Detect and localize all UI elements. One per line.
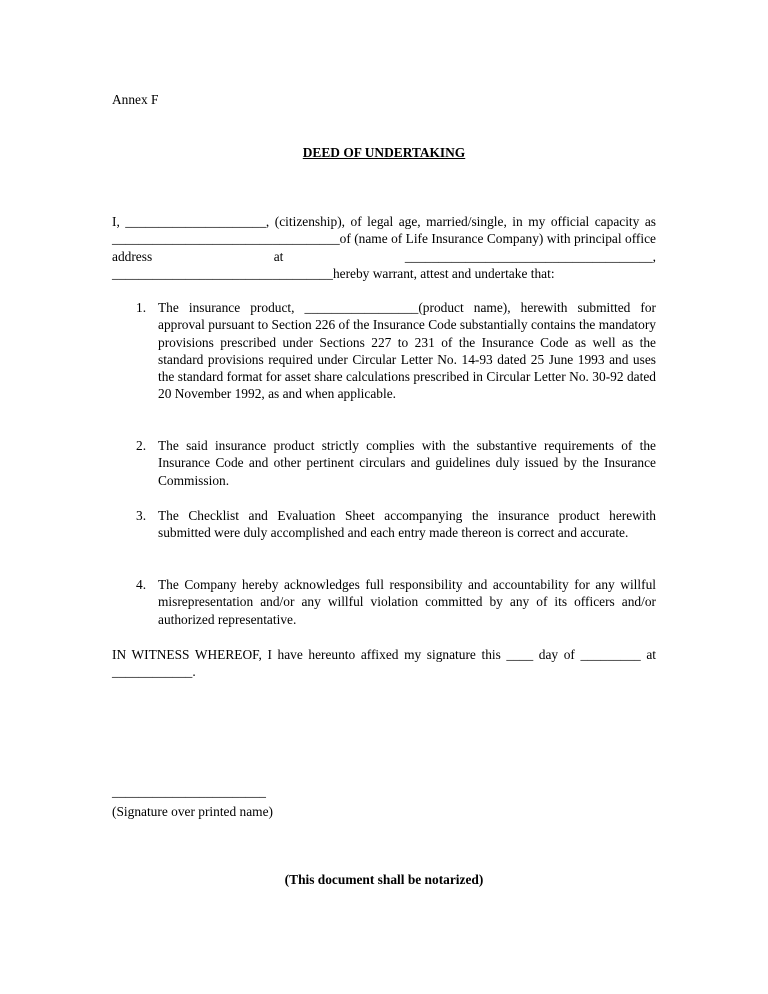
signature-line: _______________________ <box>112 784 266 799</box>
item-text-2: The said insurance product strictly complies with the substantive requirements of the Insurance Code and other pertinent circulars and guidelines duly issued by the Insurance Commission. <box>158 438 656 488</box>
item-number-4: 4. <box>136 577 147 592</box>
item-number-2: 2. <box>136 438 147 453</box>
item-number-1: 1. <box>136 300 147 315</box>
item-text-1: The insurance product, _________________(product name), herewith submitted for approval pursuant to Section 226 of the Insurance Code substantially contains the mandatory provisions prescribed under Sections 227 to 231 of the Insurance Code as well as the standard provisions required under Circular Letter No. 14-93 dated 25 June 1993 and uses the standard format for asset share calculations prescribed in Circular Letter No. 30-92 dated 20 November 1992, as and when applicable. <box>158 300 656 402</box>
signature-label: (Signature over printed name) <box>112 804 274 819</box>
item-number-3: 3. <box>136 508 147 523</box>
notarized-note: (This document shall be notarized) <box>284 872 484 887</box>
item-text-4: The Company hereby acknowledges full responsibility and accountability for any willful misrepresentation and/or any willful violation committed by any of its officers and/or authorized representative. <box>158 577 656 627</box>
document-title: DEED OF UNDERTAKING <box>302 145 466 160</box>
intro-paragraph: I, _____________________, (citizenship), of legal age, married/single, in my official capacity as __________________________________of (name of Life Insurance Company) with principal office address at _____________________________________, _________________________________hereby warrant, attest and undertake that: <box>112 214 656 281</box>
item-text-3: The Checklist and Evaluation Sheet accompanying the insurance product herewith submitted were duly accomplished and each entry made thereon is correct and accurate. <box>158 508 656 541</box>
witness-paragraph: IN WITNESS WHEREOF, I have hereunto affixed my signature this ____ day of _________ at ____________. <box>112 647 656 680</box>
annex-label: Annex F <box>112 92 159 107</box>
